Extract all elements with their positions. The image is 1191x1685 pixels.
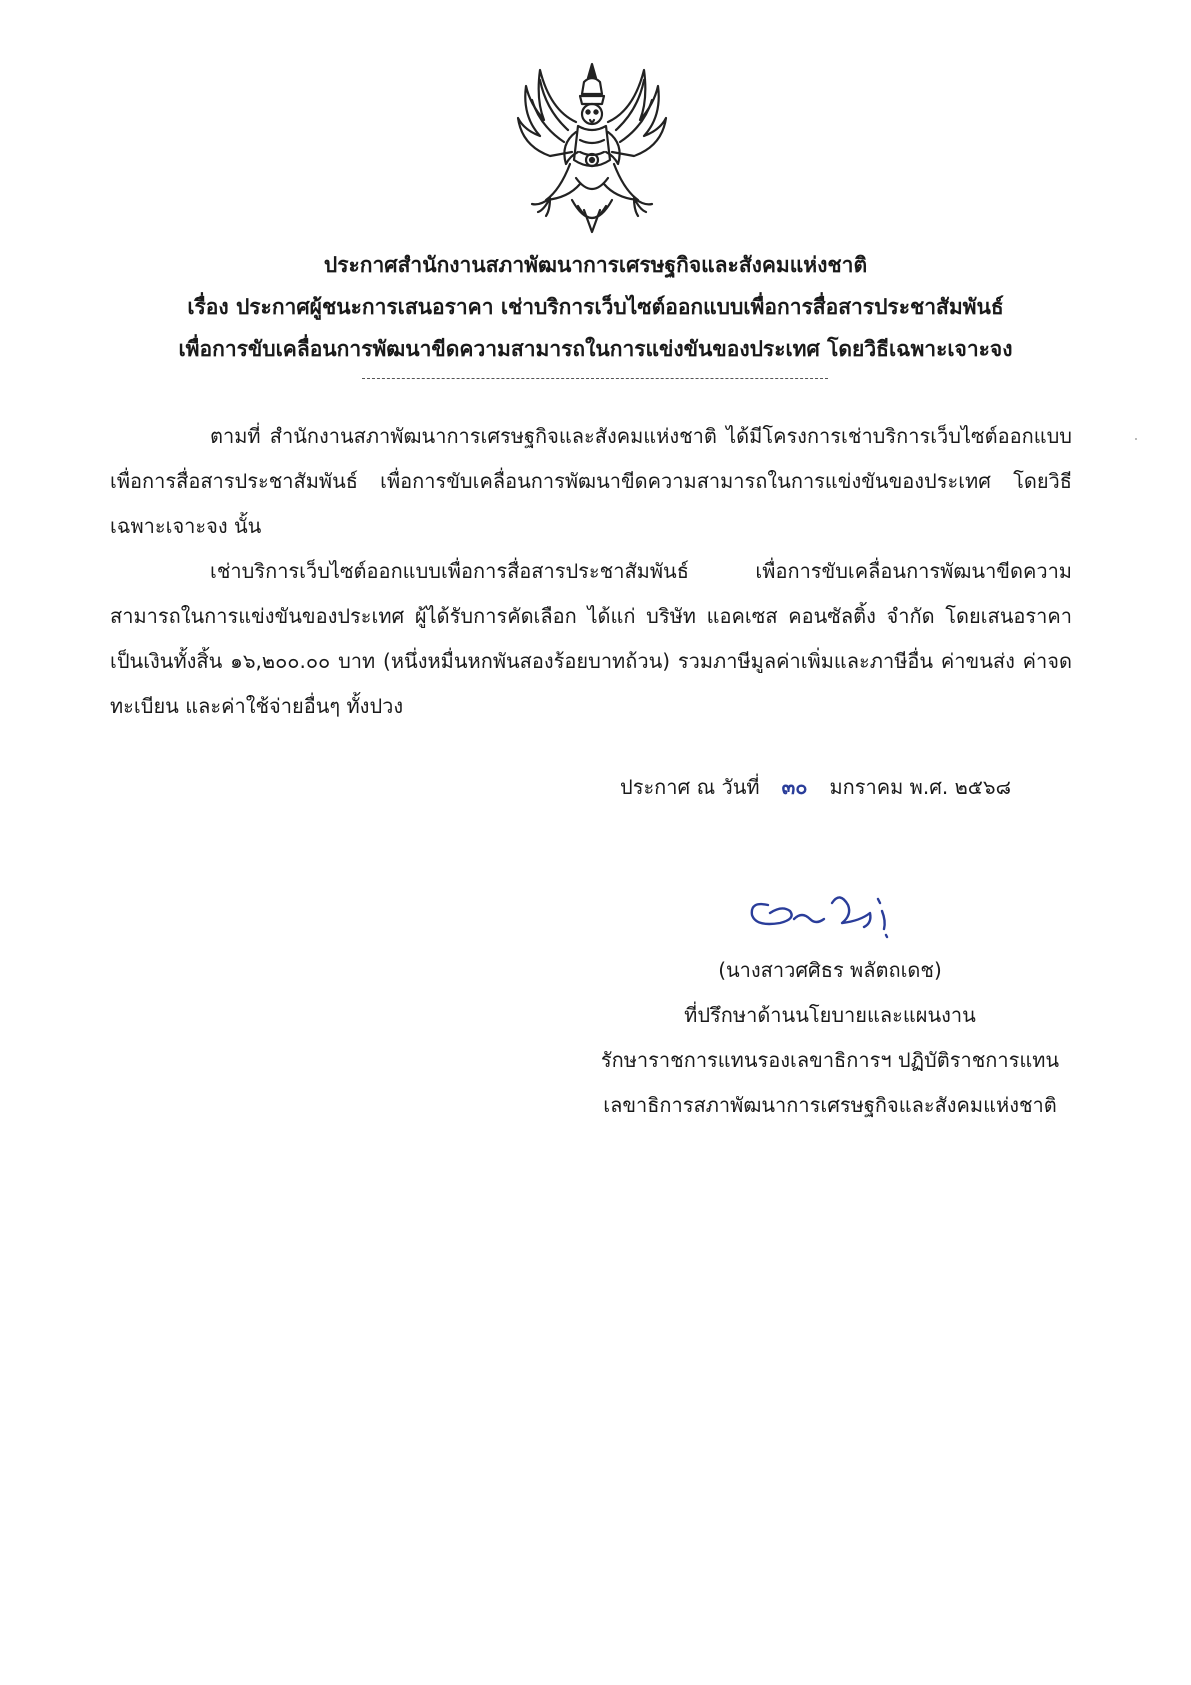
paragraph-1-text: ตามที่ สำนักงานสภาพัฒนาการเศรษฐกิจและสังคมแห่งชาติ ได้มีโครงการเช่าบริการเว็บไซต์ออกแบบเพื่อการสื่อสารประชาสัมพันธ์ เพื่อการขับเคลื่อนการพัฒนาขีดความสามารถในการแข่งขันของประเทศ โดยวิธีเฉพาะเจาะจง นั้น <box>110 424 1072 538</box>
body-paragraph-2 <box>110 549 1072 729</box>
header-subject: เรื่อง ประกาศผู้ชนะการเสนอราคา เช่าบริการเว็บไซต์ออกแบบเพื่อการสื่อสารประชาสัมพันธ์ <box>187 295 1004 319</box>
signer-position-3: เลขาธิการสภาพัฒนาการเศรษฐกิจและสังคมแห่งชาติ <box>603 1093 1057 1117</box>
garuda-emblem-icon <box>510 60 674 238</box>
body-paragraph-1 <box>110 414 1072 549</box>
date-month-year: มกราคม พ.ศ. ๒๕๖๘ <box>829 775 1012 799</box>
signer-position-1: ที่ปรึกษาด้านนโยบายและแผนงาน <box>684 1003 976 1027</box>
date-prefix: ประกาศ ณ วันที่ <box>620 775 760 799</box>
header-title: ประกาศสำนักงานสภาพัฒนาการเศรษฐกิจและสังคมแห่งชาติ <box>323 253 868 277</box>
handwritten-signature <box>740 883 910 943</box>
paragraph-2-text: เช่าบริการเว็บไซต์ออกแบบเพื่อการสื่อสารประชาสัมพันธ์ เพื่อการขับเคลื่อนการพัฒนาขีดความสามารถในการแข่งขันของประเทศ ผู้ได้รับการคัดเลือก ได้แก่ บริษัท แอคเซส คอนซัลติ้ง จำกัด โดยเสนอราคา เป็นเงินทั้งสิ้น ๑๖,๒๐๐.๐๐ บาท (หนึ่งหมื่นหกพันสองร้อยบาทถ้วน) รวมภาษีมูลค่าเพิ่มและภาษีอื่น ค่าขนส่ง ค่าจดทะเบียน และค่าใช้จ่ายอื่นๆ ทั้งปวง <box>110 559 1072 718</box>
signer-name: (นางสาวศศิธร พลัตถเดช) <box>718 958 942 982</box>
announcement-date <box>620 767 1011 807</box>
header-divider <box>362 378 828 379</box>
header-subject-continued: เพื่อการขับเคลื่อนการพัฒนาขีดความสามารถในการแข่งขันของประเทศ โดยวิธีเฉพาะเจาะจง <box>178 337 1013 361</box>
signer-block <box>580 948 1080 1128</box>
date-day: ๓๐ <box>781 775 808 799</box>
signer-position-2: รักษาราชการแทนรองเลขาธิการฯ ปฏิบัติราชการแทน <box>600 1048 1060 1072</box>
announcement-header <box>0 244 1191 370</box>
scan-speck <box>1135 438 1137 440</box>
